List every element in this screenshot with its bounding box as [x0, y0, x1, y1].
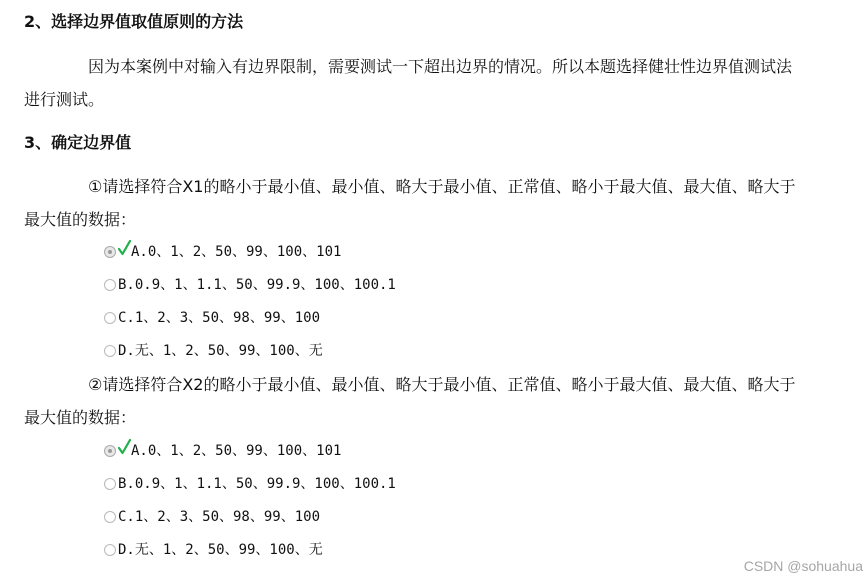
prompt-line: ②请选择符合X2的略小于最小值、最小值、略大于最小值、正常值、略小于最大值、最大值、略大于 [88, 375, 796, 394]
option-label: D.无、1、2、50、99、100、无 [118, 342, 323, 359]
option-label: A.0、1、2、50、99、100、101 [131, 243, 342, 260]
option-label: C.1、2、3、50、98、99、100 [118, 309, 321, 326]
prompt-line: ①请选择符合X1的略小于最小值、最小值、略大于最小值、正常值、略小于最大值、最大值、略大于 [88, 177, 796, 196]
radio-icon[interactable] [104, 279, 116, 291]
option-b[interactable] [104, 467, 564, 500]
option-a[interactable] [104, 434, 564, 467]
option-a[interactable] [104, 235, 564, 268]
checkmark-icon [118, 439, 131, 455]
question-2-prompt [24, 368, 824, 434]
radio-icon[interactable] [104, 511, 116, 523]
option-label: C.1、2、3、50、98、99、100 [118, 508, 321, 525]
option-label: A.0、1、2、50、99、100、101 [131, 442, 342, 459]
paragraph-line: 因为本案例中对输入有边界限制，需要测试一下超出边界的情况。所以本题选择健壮性边界值测试法 [88, 57, 793, 76]
option-d[interactable] [104, 533, 564, 566]
option-label: B.0.9、1、1.1、50、99.9、100、100.1 [118, 276, 396, 293]
checkmark-icon [118, 240, 131, 256]
option-label: D.无、1、2、50、99、100、无 [118, 541, 323, 558]
section-heading-boundary-values: 3、确定边界值 [24, 133, 132, 152]
question-1-prompt [24, 170, 824, 236]
radio-icon[interactable] [104, 478, 116, 490]
radio-icon[interactable] [104, 312, 116, 324]
option-c[interactable] [104, 301, 564, 334]
option-b[interactable] [104, 268, 564, 301]
radio-selected-icon[interactable] [104, 246, 116, 258]
option-d[interactable] [104, 334, 564, 367]
option-c[interactable] [104, 500, 564, 533]
prompt-line: 最大值的数据： [24, 408, 137, 427]
methods-paragraph [24, 50, 824, 116]
radio-icon[interactable] [104, 544, 116, 556]
radio-icon[interactable] [104, 345, 116, 357]
question-1-options [104, 235, 564, 367]
radio-selected-icon[interactable] [104, 445, 116, 457]
option-label: B.0.9、1、1.1、50、99.9、100、100.1 [118, 475, 396, 492]
watermark: CSDN @sohuahua [743, 558, 863, 574]
prompt-line: 最大值的数据： [24, 210, 137, 229]
paragraph-line: 进行测试。 [24, 90, 105, 109]
question-2-options [104, 434, 564, 566]
section-heading-methods: 2、选择边界值取值原则的方法 [24, 12, 244, 31]
